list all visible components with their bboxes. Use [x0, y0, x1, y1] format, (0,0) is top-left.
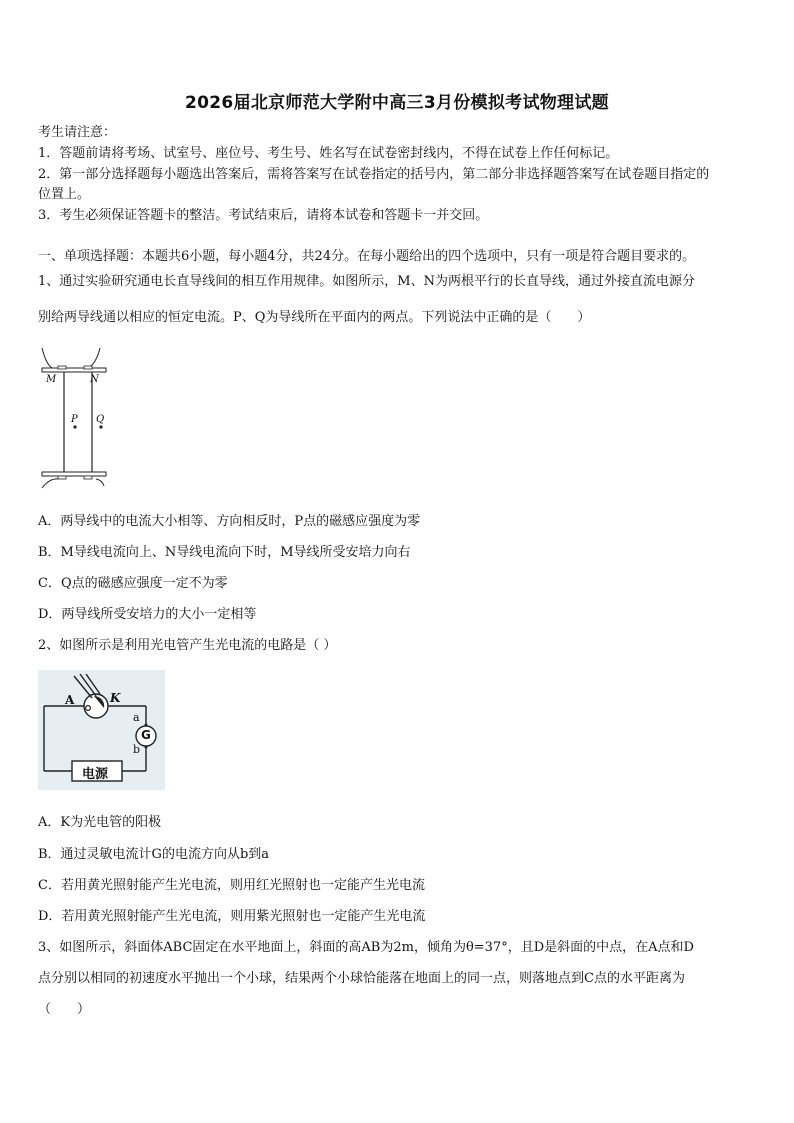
q2-circuit-figure — [38, 670, 165, 790]
q2-label-g: G — [141, 728, 151, 742]
q2-label-b: b — [133, 743, 141, 756]
notice-heading: 考生请注意： — [38, 125, 117, 140]
notice-item-3: 3．考生必须保证答题卡的整洁。考试结束后，请将本试卷和答题卡一并交回。 — [38, 208, 489, 223]
q1-label-q: Q — [96, 414, 105, 425]
notice-item-2-cont: 位置上。 — [38, 187, 91, 202]
q1-option-d: D．两导线所受安培力的大小一定相等 — [38, 607, 257, 622]
q3-stem-line3: （ ） — [38, 1002, 91, 1017]
q2-option-c: C．若用黄光照射能产生光电流，则用红光照射也一定能产生光电流 — [38, 878, 425, 893]
q2-label-power: 电源 — [82, 767, 109, 782]
q2-label-k: K — [110, 691, 121, 705]
q2-label-anode: A — [65, 693, 75, 707]
q2-label-a: a — [133, 711, 140, 724]
q1-label-p: P — [71, 414, 78, 425]
q1-option-c: C．Q点的磁感应强度一定不为零 — [38, 576, 228, 591]
q3-stem-line2: 点分别以相同的初速度水平抛出一个小球，结果两个小球恰能落在地面上的同一点，则落地点到C点的水平距离为 — [38, 971, 685, 986]
q2-option-b: B．通过灵敏电流计G的电流方向从b到a — [38, 847, 270, 862]
q1-label-m: M — [46, 374, 57, 385]
notice-item-1: 1．答题前请将考场、试室号、座位号、考生号、姓名写在试卷密封线内，不得在试卷上作任何标记。 — [38, 146, 619, 161]
q2-stem: 2、如图所示是利用光电管产生光电流的电路是（ ） — [38, 638, 337, 653]
q1-label-n: N — [90, 374, 99, 385]
q2-option-d: D．若用黄光照射能产生光电流，则用紫光照射也一定能产生光电流 — [38, 909, 426, 924]
notice-item-2: 2．第一部分选择题每小题选出答案后，需将答案写在试卷指定的括号内，第二部分非选择题答案写在试卷题目指定的 — [38, 167, 710, 182]
q1-stem-line2: 别给两导线通以相应的恒定电流。P、Q为导线所在平面内的两点。下列说法中正确的是（ ） — [38, 310, 591, 325]
q1-option-a: A．两导线中的电流大小相等、方向相反时，P点的磁感应强度为零 — [38, 514, 421, 529]
q1-stem-line1: 1、通过实验研究通电长直导线间的相互作用规律。如图所示，M、N为两根平行的长直导线，通过外接直流电源分 — [38, 274, 695, 289]
q1-option-b: B．M导线电流向上、N导线电流向下时，M导线所受安培力向右 — [38, 545, 411, 560]
page-title: 2026届北京师范大学附中高三3月份模拟考试物理试题 — [185, 93, 609, 113]
section-heading: 一、单项选择题：本题共6小题，每小题4分，共24分。在每小题给出的四个选项中，只有一项是符合题目要求的。 — [38, 249, 696, 264]
q2-option-a: A．K为光电管的阳极 — [38, 815, 162, 830]
q3-stem-line1: 3、如图所示，斜面体ABC固定在水平地面上，斜面的高AB为2m，倾角为θ=37°，且D是斜面的中点，在A点和D — [38, 940, 694, 955]
